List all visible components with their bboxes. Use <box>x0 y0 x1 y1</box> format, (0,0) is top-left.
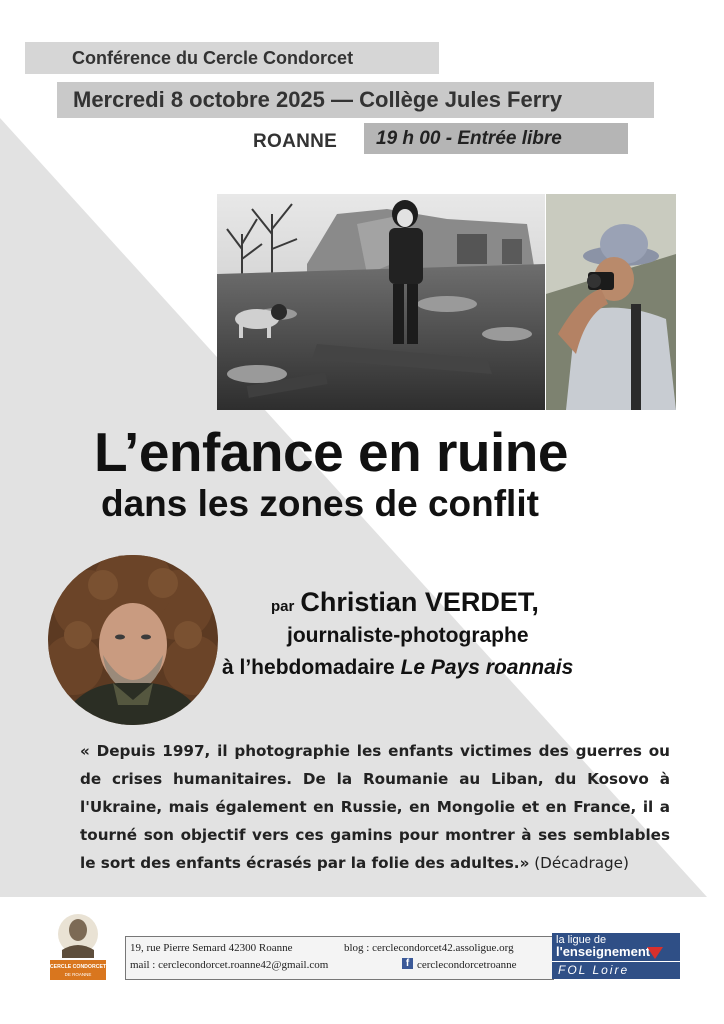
ruins-child-photo <box>217 194 545 410</box>
speaker-role: journaliste-photographe <box>287 624 529 647</box>
conference-banner: Conférence du Cercle Condorcet <box>25 42 439 74</box>
date-venue-banner: Mercredi 8 octobre 2025 — Collège Jules Ferry <box>57 82 654 118</box>
quote-text: « Depuis 1997, il photographie les enfants victimes des guerres ou de crises humanitaires. De la Roumanie au Liban, du Kosovo à l'Ukraine, mais également en Russie, en Mongolie et en France, il a tourné son objectif vers ces gamins pour montrer à ses semblables le sort des enfants écrasés par la folie des adultes.» <box>80 742 670 872</box>
speaker-publication-line <box>222 656 573 680</box>
contact-box <box>125 936 554 980</box>
speaker-portrait <box>48 555 218 725</box>
partner-line2: l'enseignement <box>556 944 651 959</box>
condorcet-bust-logo <box>48 912 108 982</box>
partner-line3: FOL Loire <box>558 963 630 977</box>
svg-text:CERCLE CONDORCET: CERCLE CONDORCET <box>49 964 107 970</box>
blog-link[interactable]: blog : cerclecondorcet42.assoligue.org <box>344 942 514 954</box>
main-title: L’enfance en ruine <box>94 421 568 483</box>
quote-source: (Décadrage) <box>529 854 629 872</box>
facebook-icon: f <box>402 958 413 969</box>
photographer-photo <box>546 194 676 410</box>
svg-text:DE ROANNE: DE ROANNE <box>64 972 92 977</box>
ligue-enseignement-logo <box>552 933 680 979</box>
partner-line1: la ligue de <box>556 934 607 946</box>
by-label: par <box>271 598 295 615</box>
email-link[interactable]: mail : cerclecondorcet.roanne42@gmail.com <box>130 959 329 971</box>
quote-block <box>80 737 670 877</box>
red-arrow-icon <box>647 947 663 959</box>
time-entry-banner: 19 h 00 - Entrée libre <box>364 123 628 154</box>
facebook-link[interactable]: cerclecondorcetroanne <box>417 959 517 971</box>
city-label: ROANNE <box>253 131 338 152</box>
speaker-name: Christian VERDET, <box>300 587 539 617</box>
publication-prefix: à l’hebdomadaire <box>222 656 401 679</box>
address-text: 19, rue Pierre Semard 42300 Roanne <box>130 942 293 954</box>
subtitle: dans les zones de conflit <box>101 483 539 524</box>
speaker-name-line <box>271 587 539 618</box>
publication-name: Le Pays roannais <box>400 656 574 679</box>
